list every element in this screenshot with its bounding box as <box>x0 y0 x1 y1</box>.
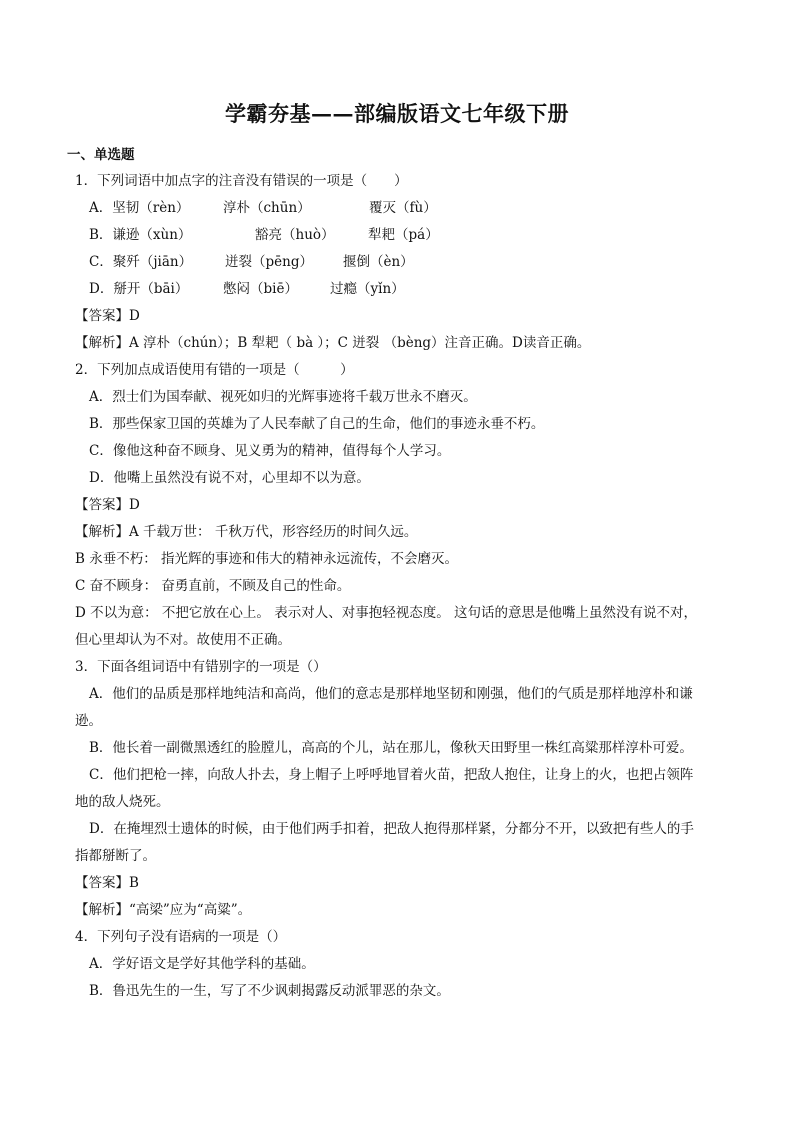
question-2-analysis-2: B 永垂不朽： 指光辉的事迹和伟大的精神永远流传，不会磨灭。 <box>75 551 459 567</box>
option-b-word-2: 豁亮（huò） <box>255 227 335 243</box>
question-2-stem: 2．下列加点成语使用有错的一项是（ ） <box>75 362 354 378</box>
page-title: 学霸夯基——部编版语文七年级下册 <box>225 101 569 126</box>
question-3-option-d: D．在掩埋烈士遗体的时候，由于他们两手扣着，把敌人抱得那样紧，分都分不开，以致把有些人的手 <box>89 821 694 837</box>
question-2-answer: 【答案】D <box>75 497 140 513</box>
question-3-option-d-cont: 指都掰断了。 <box>75 848 156 864</box>
question-2-option-a: A．烈士们为国奉献、视死如归的光辉事迹将千载万世永不磨灭。 <box>89 389 477 405</box>
option-a-word-2: 淳朴（chūn） <box>223 200 311 216</box>
question-2-option-b: B．那些保家卫国的英雄为了人民奉献了自己的生命，他们的事迹永垂不朽。 <box>89 416 545 432</box>
question-4-stem: 4．下列句子没有语病的一项是（） <box>75 929 287 945</box>
option-b-word-3: 犁耙（pá） <box>368 227 439 243</box>
question-4-option-a: A．学好语文是学好其他学科的基础。 <box>89 956 315 972</box>
question-1-stem: 1．下列词语中加点字的注音没有错误的一项是（ ） <box>75 173 408 189</box>
question-3-option-a: A．他们的品质是那样地纯洁和高尚，他们的意志是那样地坚韧和刚强，他们的气质是那样地淳朴和谦 <box>89 686 693 702</box>
option-d-word-3: 过瘾（yǐn） <box>330 281 405 297</box>
question-3-option-c: C．他们把枪一摔，向敌人扑去，身上帽子上呼呼地冒着火苗，把敌人抱住，让身上的火，也把占领阵 <box>89 767 694 783</box>
question-3-analysis: 【解析】“高梁”应为“高粱”。 <box>75 902 252 918</box>
question-1-answer: 【答案】D <box>75 308 140 324</box>
question-2-option-d: D．他嘴上虽然没有说不对，心里却不以为意。 <box>89 470 370 486</box>
option-d-word-1: D．掰开（bāi） <box>89 281 189 297</box>
option-d-word-2: 憋闷（biē） <box>223 281 298 297</box>
question-3-option-a-cont: 逊。 <box>75 713 102 729</box>
question-4-option-b: B．鲁迅先生的一生，写了不少讽刺揭露反动派罪恶的杂文。 <box>89 983 450 999</box>
question-3-option-c-cont: 地的敌人烧死。 <box>75 794 170 810</box>
question-3-stem: 3．下面各组词语中有错别字的一项是（） <box>75 659 327 675</box>
option-c-word-1: C．聚歼（jiān） <box>89 254 193 270</box>
question-3-option-b: B．他长着一副微黑透红的脸膛儿，高高的个儿，站在那儿，像秋天田野里一株红高粱那样淳朴可爱。 <box>89 740 693 756</box>
question-1-option-a <box>89 199 437 217</box>
question-2-analysis-5: 但心里却认为不对。故使用不正确。 <box>75 632 291 648</box>
question-2-option-c: C．像他这种奋不顾身、见义勇为的精神，值得每个人学习。 <box>89 443 451 459</box>
question-3-answer: 【答案】B <box>75 875 139 891</box>
option-b-word-1: B．谦逊（xùn） <box>89 227 192 243</box>
question-2-analysis-1: 【解析】A 千载万世： 千秋万代，形容经历的时间久远。 <box>75 524 418 540</box>
option-a-word-1: A．坚韧（rèn） <box>89 200 190 216</box>
option-a-word-3: 覆灭（fù） <box>369 200 437 216</box>
question-2-analysis-3: C 奋不顾身： 奋勇直前，不顾及自己的性命。 <box>75 578 351 594</box>
option-c-word-3: 揠倒（èn） <box>343 254 414 270</box>
section-heading: 一、单选题 <box>67 147 135 163</box>
question-2-analysis-4: D 不以为意： 不把它放在心上。 表示对人、对事抱轻视态度。 这句话的意思是他嘴上虽然没有说不对， <box>75 605 697 621</box>
question-1-option-c <box>89 253 414 271</box>
option-c-word-2: 迸裂（pēng） <box>225 254 313 270</box>
question-1-option-d <box>89 280 405 298</box>
question-1-analysis: 【解析】A 淳朴（chún）；B 犁耙（ bà ）；C 迸裂 （bèng）注音正确。D读音正确。 <box>75 335 591 351</box>
question-1-option-b <box>89 226 439 244</box>
